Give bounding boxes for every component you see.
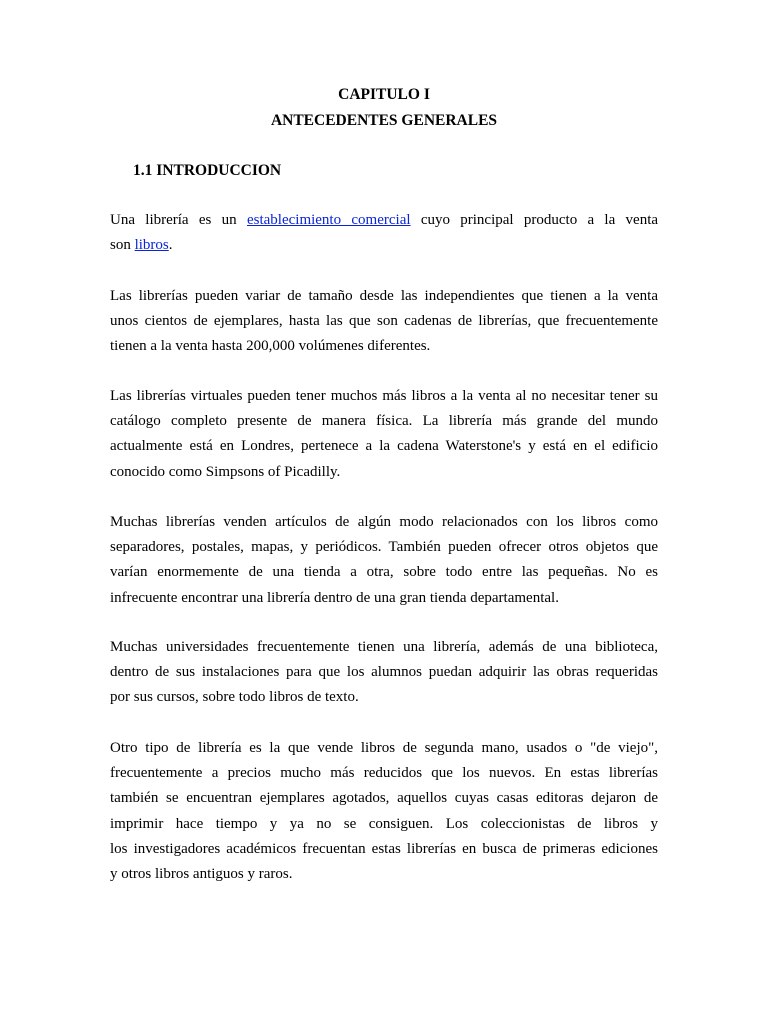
paragraph-universities bbox=[110, 635, 658, 711]
paragraph-line: infrecuente encontrar una librería dentro de una gran tienda departamental. bbox=[110, 589, 559, 606]
paragraph-intro bbox=[110, 208, 658, 258]
paragraph-line: por sus cursos, sobre todo libros de texto. bbox=[110, 689, 359, 706]
chapter-number: CAPITULO I bbox=[338, 86, 430, 103]
paragraph-line: varían enormemente de una tienda a otra, sobre todo entre las pequeñas. No es bbox=[110, 564, 658, 581]
link-libros[interactable]: libros bbox=[134, 237, 169, 254]
paragraph-line: Muchas librerías venden artículos de algún modo relacionados con los libros como bbox=[110, 514, 658, 530]
paragraph-line: catálogo completo presente de manera física. La librería más grande del mundo bbox=[110, 413, 658, 430]
paragraph-line: tienen a la venta hasta 200,000 volúmenes diferentes. bbox=[110, 338, 431, 355]
link-establecimiento-comercial[interactable]: establecimiento comercial bbox=[246, 212, 411, 228]
paragraph-line: conocido como Simpsons of Picadilly. bbox=[110, 463, 341, 480]
paragraph-line: también se encuentran ejemplares agotados, aquellos cuyas casas editoras dejaron de bbox=[110, 790, 658, 807]
paragraph-line: y otros libros antiguos y raros. bbox=[110, 865, 293, 882]
paragraph-line: imprimir hace tiempo y ya no se consiguen. Los coleccionistas de libros y bbox=[110, 815, 658, 832]
chapter-title: ANTECEDENTES GENERALES bbox=[270, 112, 498, 129]
paragraph-second-hand bbox=[110, 736, 658, 887]
paragraph-sizes bbox=[110, 284, 658, 360]
paragraph-line bbox=[110, 208, 658, 233]
paragraph-line: frecuentemente a precios mucho más reducidos que los nuevos. En estas librerías bbox=[110, 765, 658, 782]
paragraph-line: Muchas universidades frecuentemente tienen una librería, además de una biblioteca, bbox=[110, 639, 658, 655]
paragraph-articles bbox=[110, 510, 658, 611]
paragraph-line: Otro tipo de librería es la que vende libros de segunda mano, usados o "de viejo", bbox=[110, 740, 658, 756]
paragraph-line: los investigadores académicos frecuentan estas librerías en busca de primeras ediciones bbox=[110, 840, 658, 857]
paragraph-line: actualmente está en Londres, pertenece a la cadena Waterstone's y está en el edificio bbox=[110, 438, 658, 455]
paragraph-virtual bbox=[110, 384, 658, 485]
paragraph-line: separadores, postales, mapas, y periódicos. También pueden ofrecer otros objetos que bbox=[110, 539, 658, 556]
paragraph-line: unos cientos de ejemplares, hasta las que son cadenas de librerías, que frecuentemente bbox=[110, 313, 658, 330]
paragraph-line bbox=[110, 233, 658, 258]
text-run: Una librería es un bbox=[110, 212, 237, 228]
text-run: son bbox=[110, 237, 131, 254]
section-heading: 1.1 INTRODUCCION bbox=[133, 162, 282, 179]
text-run: cuyo principal producto a la venta bbox=[420, 212, 658, 228]
paragraph-line: Las librerías pueden variar de tamaño desde las independientes que tienen a la venta bbox=[110, 288, 658, 304]
paragraph-line: dentro de sus instalaciones para que los alumnos puedan adquirir las obras requeridas bbox=[110, 664, 658, 681]
text-run: . bbox=[168, 237, 173, 254]
paragraph-line: Las librerías virtuales pueden tener muchos más libros a la venta al no necesitar tener su bbox=[110, 388, 658, 404]
